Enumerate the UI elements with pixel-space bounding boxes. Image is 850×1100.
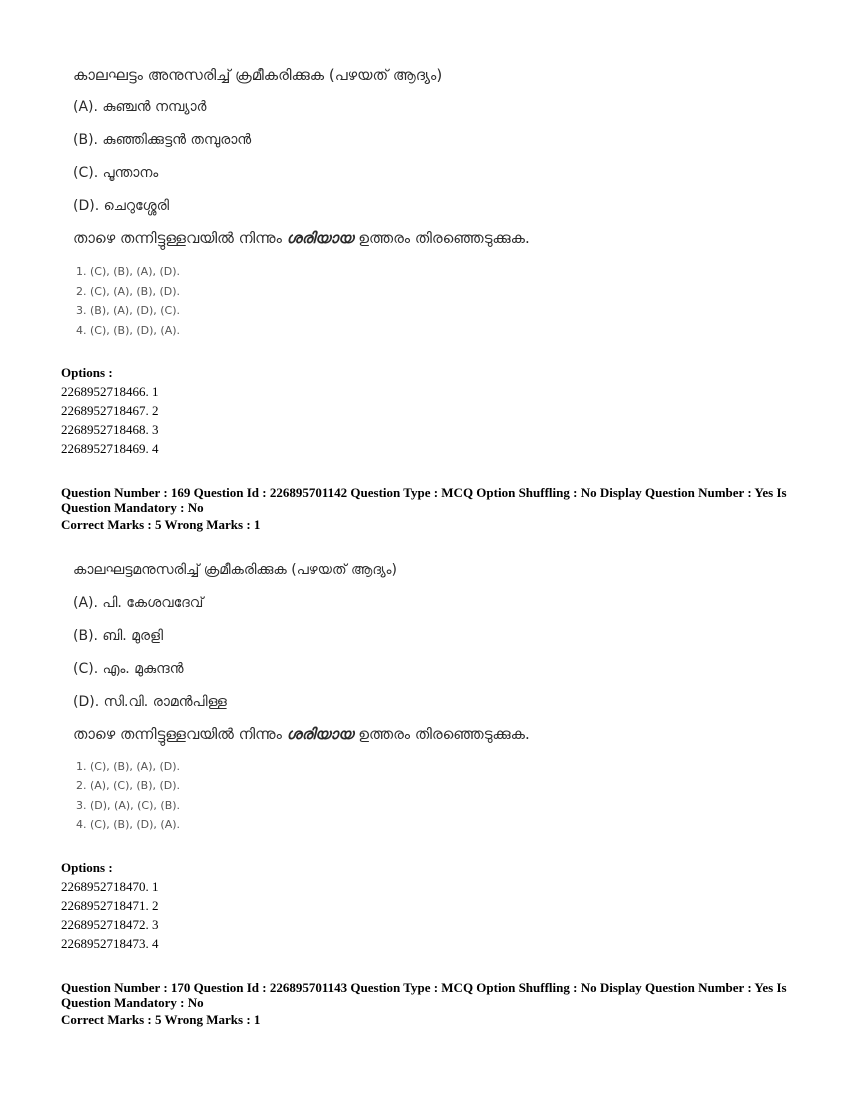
- item-b: (B). ബി. മുരളി: [73, 628, 164, 644]
- choice-1: 1. (C), (B), (A), (D).: [76, 265, 181, 278]
- marks-meta: Correct Marks : 5 Wrong Marks : 1: [61, 1012, 261, 1027]
- choice-3: 3. (D), (A), (C), (B).: [76, 799, 181, 812]
- choice-2: 2. (C), (A), (B), (D).: [76, 285, 181, 298]
- option-id: 2268952718466. 1: [61, 384, 159, 399]
- item-c: (C). പൂന്താനം: [73, 165, 159, 181]
- option-id: 2268952718469. 4: [61, 441, 159, 456]
- choice-2: 2. (A), (C), (B), (D).: [76, 779, 181, 792]
- options-label: Options :: [61, 365, 113, 380]
- option-id: 2268952718468. 3: [61, 422, 159, 437]
- choice-4: 4. (C), (B), (D), (A).: [76, 818, 181, 831]
- question-meta: Question Number : 169 Question Id : 226895701142 Question Type : MCQ Option Shuffling : No Display Question Number : Yes Is Question Mandatory : No: [61, 485, 787, 515]
- question-text: കാലഘട്ടമനുസരിച്ച് ക്രമീകരിക്കുക (പഴയത് ആദ്യം): [73, 562, 397, 578]
- instruction-text: താഴെ തന്നിട്ടുള്ളവയിൽ നിന്നും ശരിയായ ഉത്തരം തിരഞ്ഞെടുക്കുക.: [73, 229, 530, 247]
- choice-3: 3. (B), (A), (D), (C).: [76, 304, 181, 317]
- question-text: കാലഘട്ടം അനുസരിച്ച് ക്രമീകരിക്കുക (പഴയത് ആദ്യം): [73, 66, 443, 84]
- choice-1: 1. (C), (B), (A), (D).: [76, 760, 181, 773]
- item-a: (A). കുഞ്ചൻ നമ്പ്യാർ: [73, 99, 207, 115]
- option-id: 2268952718470. 1: [61, 879, 159, 894]
- item-d: (D). ചെറുശ്ശേരി: [73, 198, 170, 214]
- options-label: Options :: [61, 860, 113, 875]
- option-id: 2268952718471. 2: [61, 898, 159, 913]
- item-a: (A). പി. കേശവദേവ്: [73, 595, 204, 611]
- item-c: (C). എം. മുകുന്ദൻ: [73, 661, 184, 677]
- option-id: 2268952718472. 3: [61, 917, 159, 932]
- marks-meta: Correct Marks : 5 Wrong Marks : 1: [61, 517, 261, 532]
- option-id: 2268952718473. 4: [61, 936, 159, 951]
- choice-4: 4. (C), (B), (D), (A).: [76, 324, 181, 337]
- option-id: 2268952718467. 2: [61, 403, 159, 418]
- instruction-text: താഴെ തന്നിട്ടുള്ളവയിൽ നിന്നും ശരിയായ ഉത്തരം തിരഞ്ഞെടുക്കുക.: [73, 725, 530, 743]
- question-meta: Question Number : 170 Question Id : 226895701143 Question Type : MCQ Option Shuffling : No Display Question Number : Yes Is Question Mandatory : No: [61, 980, 787, 1010]
- item-b: (B). കുഞ്ഞിക്കുട്ടൻ തമ്പുരാൻ: [73, 132, 252, 148]
- item-d: (D). സി.വി. രാമൻപിള്ള: [73, 694, 227, 710]
